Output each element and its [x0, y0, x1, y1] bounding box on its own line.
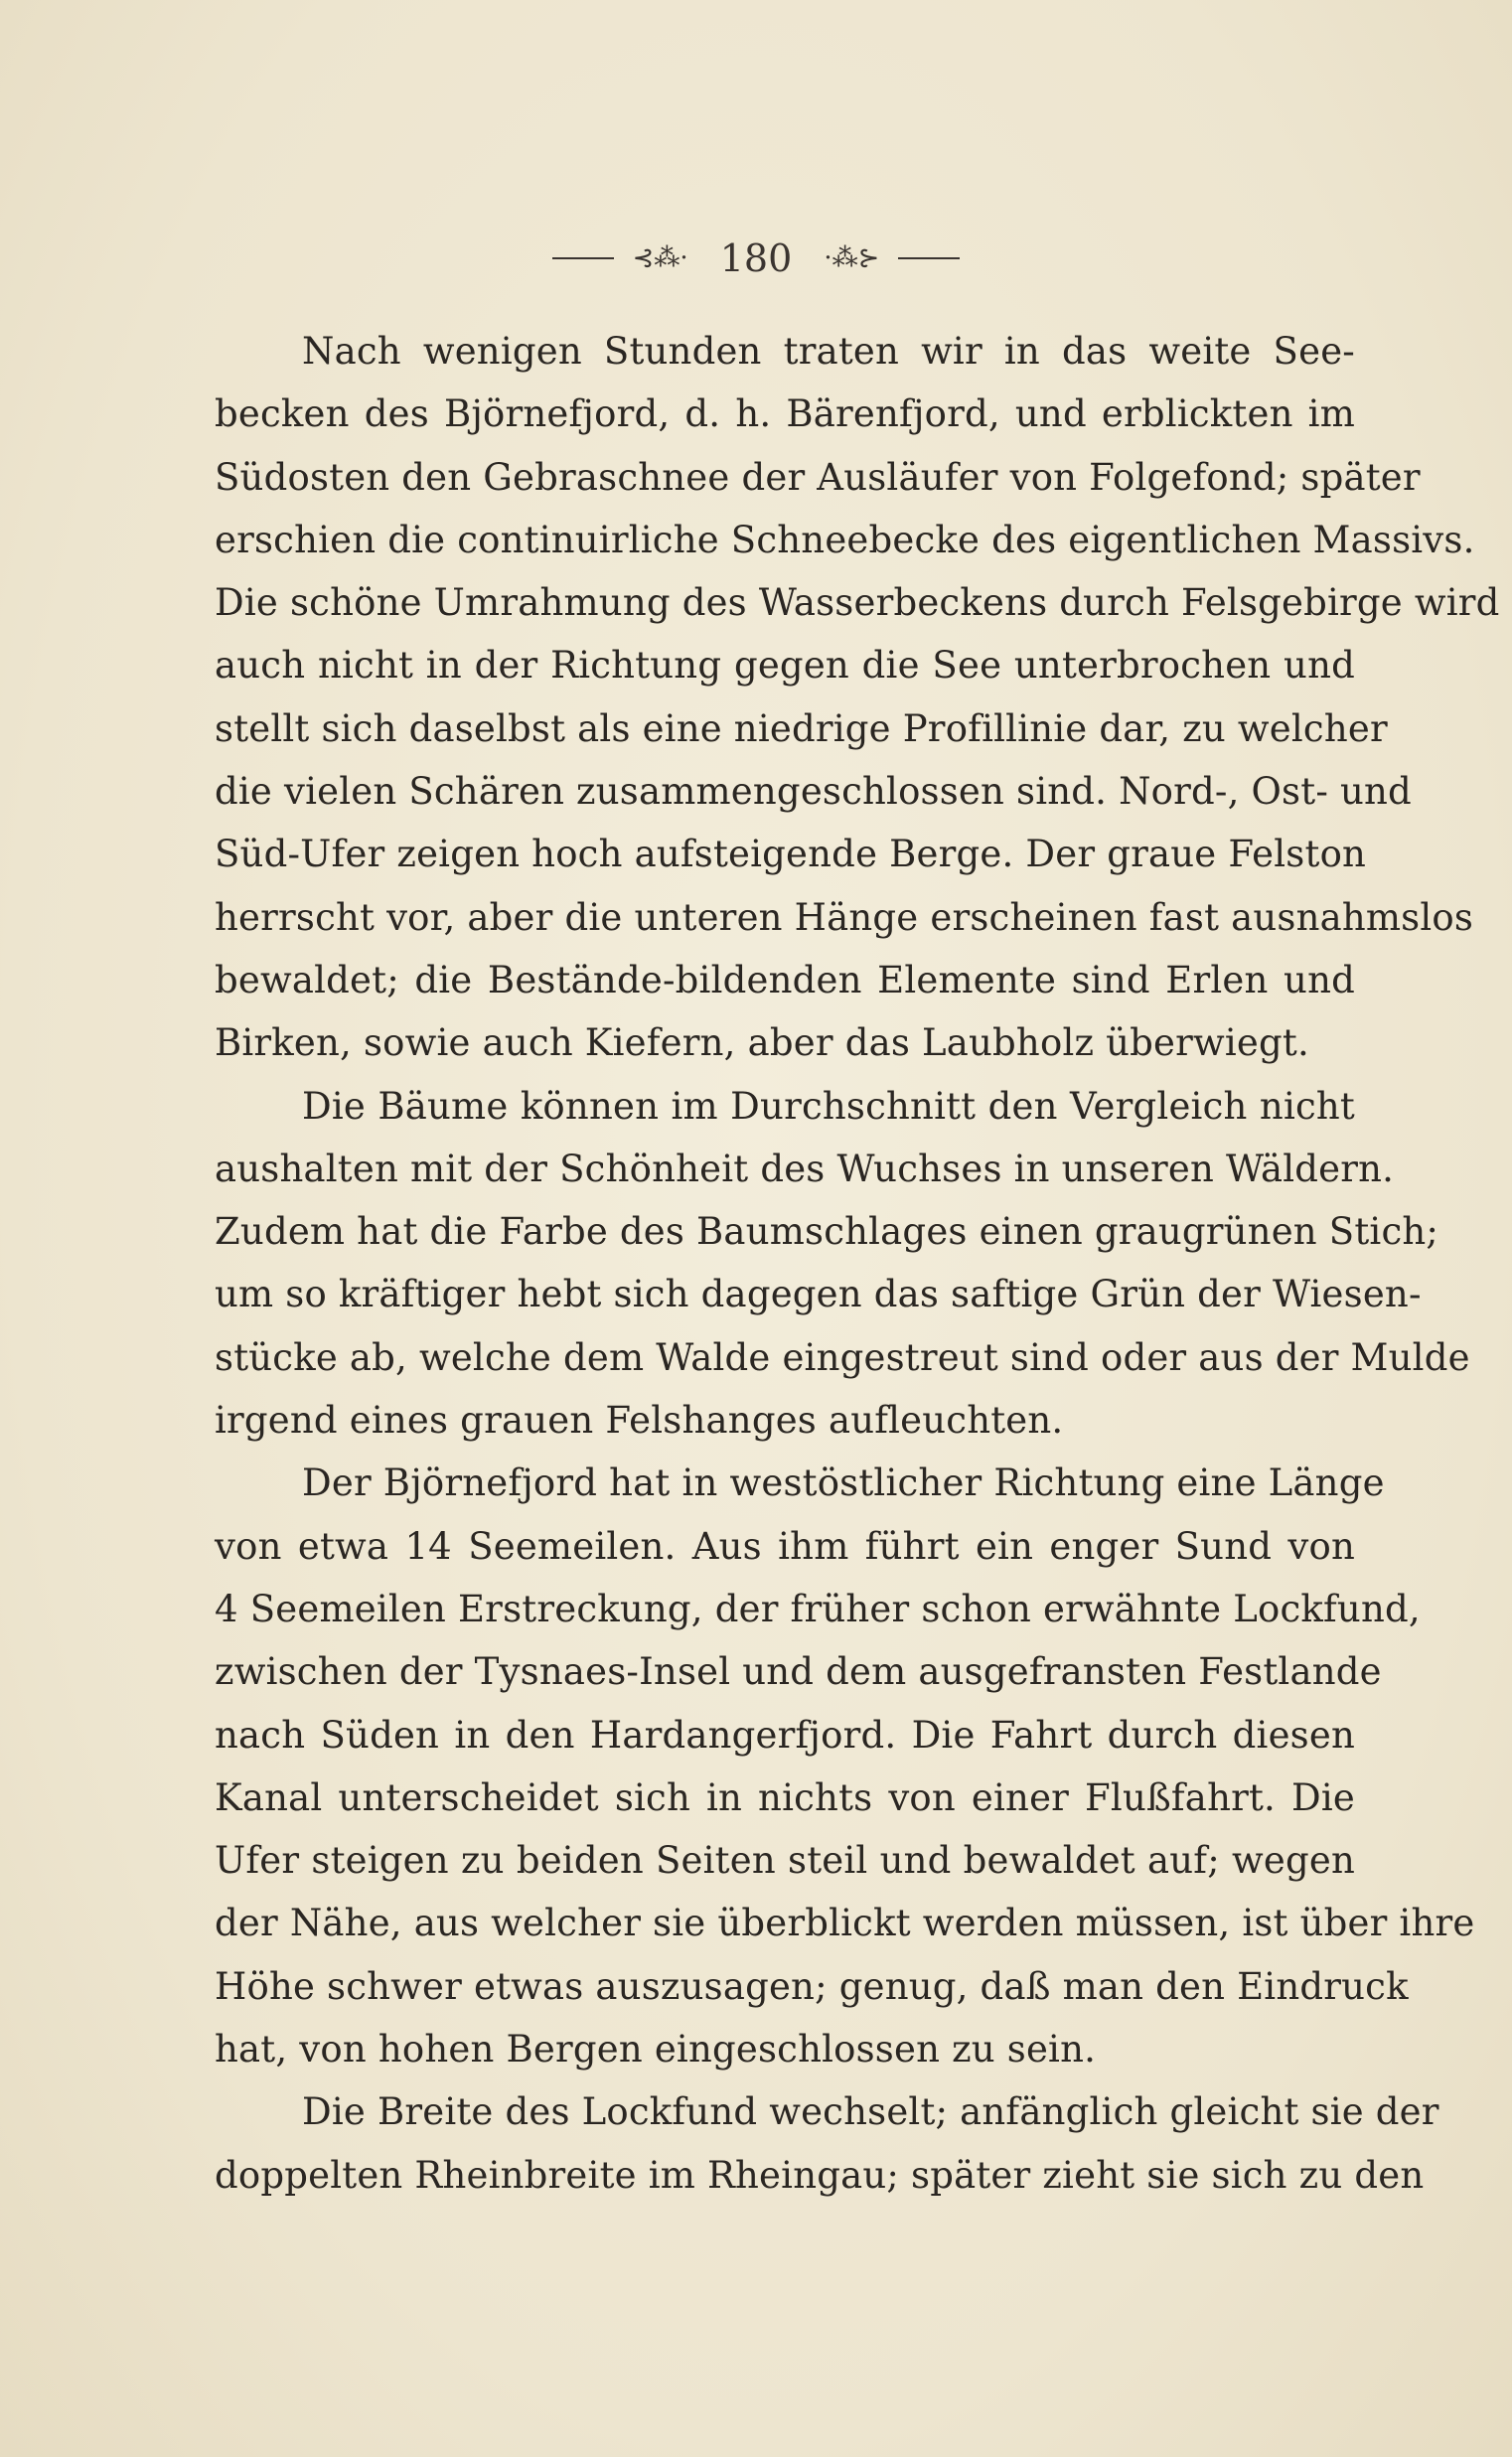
text-line: hat, von hohen Bergen eingeschlossen zu sein.: [215, 2028, 1097, 2072]
header-ornament-right: ·⁂⊱: [824, 242, 880, 273]
text-line: um so kräftiger hebt sich dagegen das saftige Grün der Wiesen-: [215, 1273, 1422, 1316]
text-line: Birken, sowie auch Kiefern, aber das Laubholz überwiegt.: [215, 1021, 1309, 1065]
text-line: Die Bäume können im Durchschnitt den Vergleich nicht: [302, 1084, 1355, 1128]
text-line: doppelten Rheinbreite im Rheingau; später zieht sie sich zu den: [215, 2153, 1425, 2197]
text-line: 4 Seemeilen Erstreckung, der früher schon erwähnte Lockfund,: [215, 1587, 1421, 1630]
text-line: zwischen der Tysnaes-Insel und dem ausgefransten Festlande: [215, 1650, 1382, 1694]
text-line: Südosten den Gebraschnee der Ausläufer von Folgefond; später: [215, 455, 1421, 499]
text-line: erschien die continuirliche Schneebecke des eigentlichen Massivs.: [215, 518, 1475, 561]
text-line: der Nähe, aus welcher sie überblickt werden müssen, ist über ihre: [215, 1902, 1475, 1945]
text-line: Zudem hat die Farbe des Baumschlages einen graugrünen Stich;: [215, 1210, 1439, 1254]
text-line: Süd-Ufer zeigen hoch aufsteigende Berge. Der graue Felston: [215, 833, 1367, 876]
page-number: 180: [719, 235, 793, 280]
text-line: stellt sich daselbst als eine niedrige Profillinie dar, zu welcher: [215, 706, 1388, 750]
text-line: von etwa 14 Seemeilen. Aus ihm führt ein enger Sund von: [215, 1524, 1355, 1568]
text-line: die vielen Schären zusammengeschlossen sind. Nord-, Ost- und: [215, 770, 1412, 814]
text-line: bewaldet; die Bestände-bildenden Elemente sind Erlen und: [215, 958, 1355, 1001]
text-line: nach Süden in den Hardangerfjord. Die Fahrt durch diesen: [215, 1713, 1355, 1757]
text-line: Nach wenigen Stunden traten wir in das weite See-: [302, 330, 1355, 373]
header-rule-right: [898, 257, 960, 259]
text-line: auch nicht in der Richtung gegen die See unterbrochen und: [215, 644, 1355, 688]
text-line: Die Breite des Lockfund wechselt; anfänglich gleicht sie der: [302, 2090, 1439, 2134]
header-rule-left: [552, 257, 614, 259]
text-line: irgend eines grauen Felshanges aufleuchten.: [215, 1399, 1064, 1443]
text-line: Ufer steigen zu beiden Seiten steil und bewaldet auf; wegen: [215, 1839, 1355, 1883]
text-line: Höhe schwer etwas auszusagen; genug, daß man den Eindruck: [215, 1964, 1409, 2008]
text-line: stücke ab, welche dem Walde eingestreut sind oder aus der Mulde: [215, 1335, 1470, 1379]
text-line: herrscht vor, aber die unteren Hänge erscheinen fast ausnahmslos: [215, 895, 1474, 939]
text-line: Der Björnefjord hat in westöstlicher Richtung eine Länge: [302, 1461, 1385, 1505]
text-line: Kanal unterscheidet sich in nichts von einer Flußfahrt. Die: [215, 1775, 1355, 1819]
text-line: becken des Björnefjord, d. h. Bärenfjord, und erblickten im: [215, 392, 1355, 436]
text-line: Die schöne Umrahmung des Wasserbeckens durch Felsgebirge wird: [215, 581, 1500, 625]
header-ornament-left: ⊰⁂·: [632, 242, 688, 273]
page-header: [0, 230, 1512, 282]
page-body-text: [215, 320, 1500, 2207]
text-line: aushalten mit der Schönheit des Wuchses in unseren Wäldern.: [215, 1147, 1395, 1190]
